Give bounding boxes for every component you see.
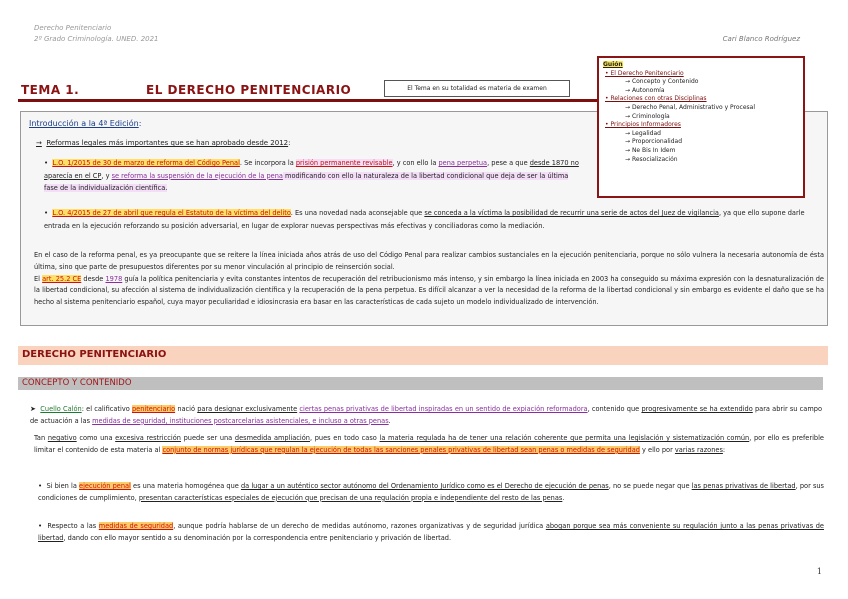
guide-subitem[interactable]: → Legalidad (603, 130, 799, 139)
guide-subitem[interactable]: → Ne Bis In Idem (603, 147, 799, 156)
course-grade: 2º Grado Criminología. UNED. 2021 (34, 35, 159, 43)
subsection-title: CONCEPTO Y CONTENIDO (22, 378, 132, 388)
guide-item[interactable]: • Principios Informadores (605, 121, 681, 129)
guide-subitem[interactable]: → Derecho Penal, Administrativo y Procesal (603, 104, 799, 113)
guide-subitem[interactable]: → Resocialización (603, 156, 799, 165)
reason-bullet-2: • Respecto a las medidas de seguridad, aunque podría hablarse de un derecho de medidas autónomo, razones organizativas y de seguridad jurídica abogan porque sea más conveniente su regulación junto a las penas privativas de libertad, dando con ello mayor sentido a su denominación por la correspondencia entre penitenciario y privación de libertad. (38, 522, 824, 542)
law-2015-1: L.O. 1/2015 de 30 de marzo de reforma del Código Penal (52, 159, 240, 167)
section-title: DERECHO PENITENCIARIO (22, 349, 167, 360)
author-name: Cari Blanco Rodríguez (722, 35, 800, 43)
intro-title: Introducción a la 4ª Edición: (29, 119, 142, 128)
reason-bullet-1: • Si bien la ejecución penal es una materia homogénea que da lugar a un auténtico sector autónomo del Ordenamiento Jurídico como es el Derecho de ejecución de penas, no se puede negar que las penas privativas de libertad, por sus condiciones de cumplimiento, presentan características especiales de ejecución que precisan de una regulación propia e independiente del resto de las penas. (38, 482, 824, 502)
cuello-calon-paragraph: ➤ Cuello Calón: el calificativo penitenciario nació para designar exclusivamente ciertas penas privativas de libertad inspiradas en un sentido de expiación reformadora, contenido que progresivamente se ha extendido para abrir su campo de actuación a las medidas de seguridad, instituciones postcarcelarias asistenciales, e incluso a otras penas. (30, 405, 822, 425)
reformas-heading: → Reformas legales más importantes que se han aprobado desde 2012: (36, 139, 291, 147)
tema-number: TEMA 1. (21, 83, 80, 97)
course-name: Derecho Penitenciario (34, 24, 112, 32)
subsection-bar (18, 377, 823, 390)
guide-subitem[interactable]: → Proporcionalidad (603, 138, 799, 147)
exam-note: El Tema en su totalidad es materia de examen (384, 80, 570, 97)
tema-title: EL DERECHO PENITENCIARIO (146, 83, 352, 97)
guide-box (597, 56, 805, 198)
document-header (34, 23, 159, 45)
page-number: 1 (816, 567, 822, 576)
intro-paragraph: En el caso de la reforma penal, es ya preocupante que se reitere la línea iniciada años atrás de uso del Código Penal para realizar cambios sustanciales en la ejecución penitenciaria, porque no sólo vulnera la necesaria autonomía de ésta última, sino que parte de presupuestos diferentes por su menor vinculación al principio de reinserción social. El art. 25.2 CE desde 1978 guía la política penitenciaria y evita constantes intentos de recuperación del retribucionismo más intenso, y sin embargo la línea iniciada en 2003 ha conseguido su máxima expresión con la desnaturalización de la libertad condicional, su afección al sistema de individualización científica y la recuperación de la pena perpetua. Es difícil alcanzar a ver la necesidad de la reforma de la libertad condicional y sin embargo es evidente el daño que se ha hecho al sistema penitenciario español, cuya mayor peculiaridad e idiosincrasia era basar en las características de cada sujeto un modelo individualizado de intervención. (34, 251, 824, 307)
guide-subitem[interactable]: → Criminología (603, 113, 799, 122)
guide-title: Guión (603, 61, 623, 68)
guide-item[interactable]: • Relaciones con otras Disciplinas (605, 95, 707, 103)
law-2015-4: L.O. 4/2015 de 27 de abril que regula el Estatuto de la víctima del delito (52, 209, 291, 217)
art-25-2-ce: art. 25.2 CE (42, 274, 82, 283)
guide-item[interactable]: • El Derecho Penitenciario (605, 69, 684, 77)
reform-bullet-1: • L.O. 1/2015 de 30 de marzo de reforma del Código Penal. Se incorpora la prisión permanente revisable, y con ello la pena perpetua, pese a que desde 1870 no aparecía en el CP, y se reforma la suspensión de la ejecución de la pena modificando con ello la naturaleza de la libertad condicional que deja de ser la última fase de la individualización científica. (44, 159, 579, 192)
reform-bullet-2: • L.O. 4/2015 de 27 de abril que regula el Estatuto de la víctima del delito. Es una novedad nada aconsejable que se conceda a la víctima la posibilidad de recurrir una serie de actos del Juez de vigilancia, ya que ello supone darle entrada en la ejecución reforzando su posición adversarial, en lugar de explorar nuevas perspectivas más efectivas y conciliadoras como la mediación. (44, 209, 805, 230)
restriction-paragraph: Tan negativo como una excesiva restricción puede ser una desmedida ampliación, pues en todo caso la materia regulada ha de tener una relación coherente que permita una legislación y sistematización común, por ello es preferible limitar el contenido de esta materia al conjunto de normas jurídicas que regulan la ejecución de todas las sanciones penales privativas de libertad sean penas o medidas de seguridad y ello por varias razones: (34, 434, 824, 454)
guide-subitem[interactable]: → Autonomía (603, 87, 799, 96)
guide-subitem[interactable]: → Concepto y Contenido (603, 78, 799, 87)
